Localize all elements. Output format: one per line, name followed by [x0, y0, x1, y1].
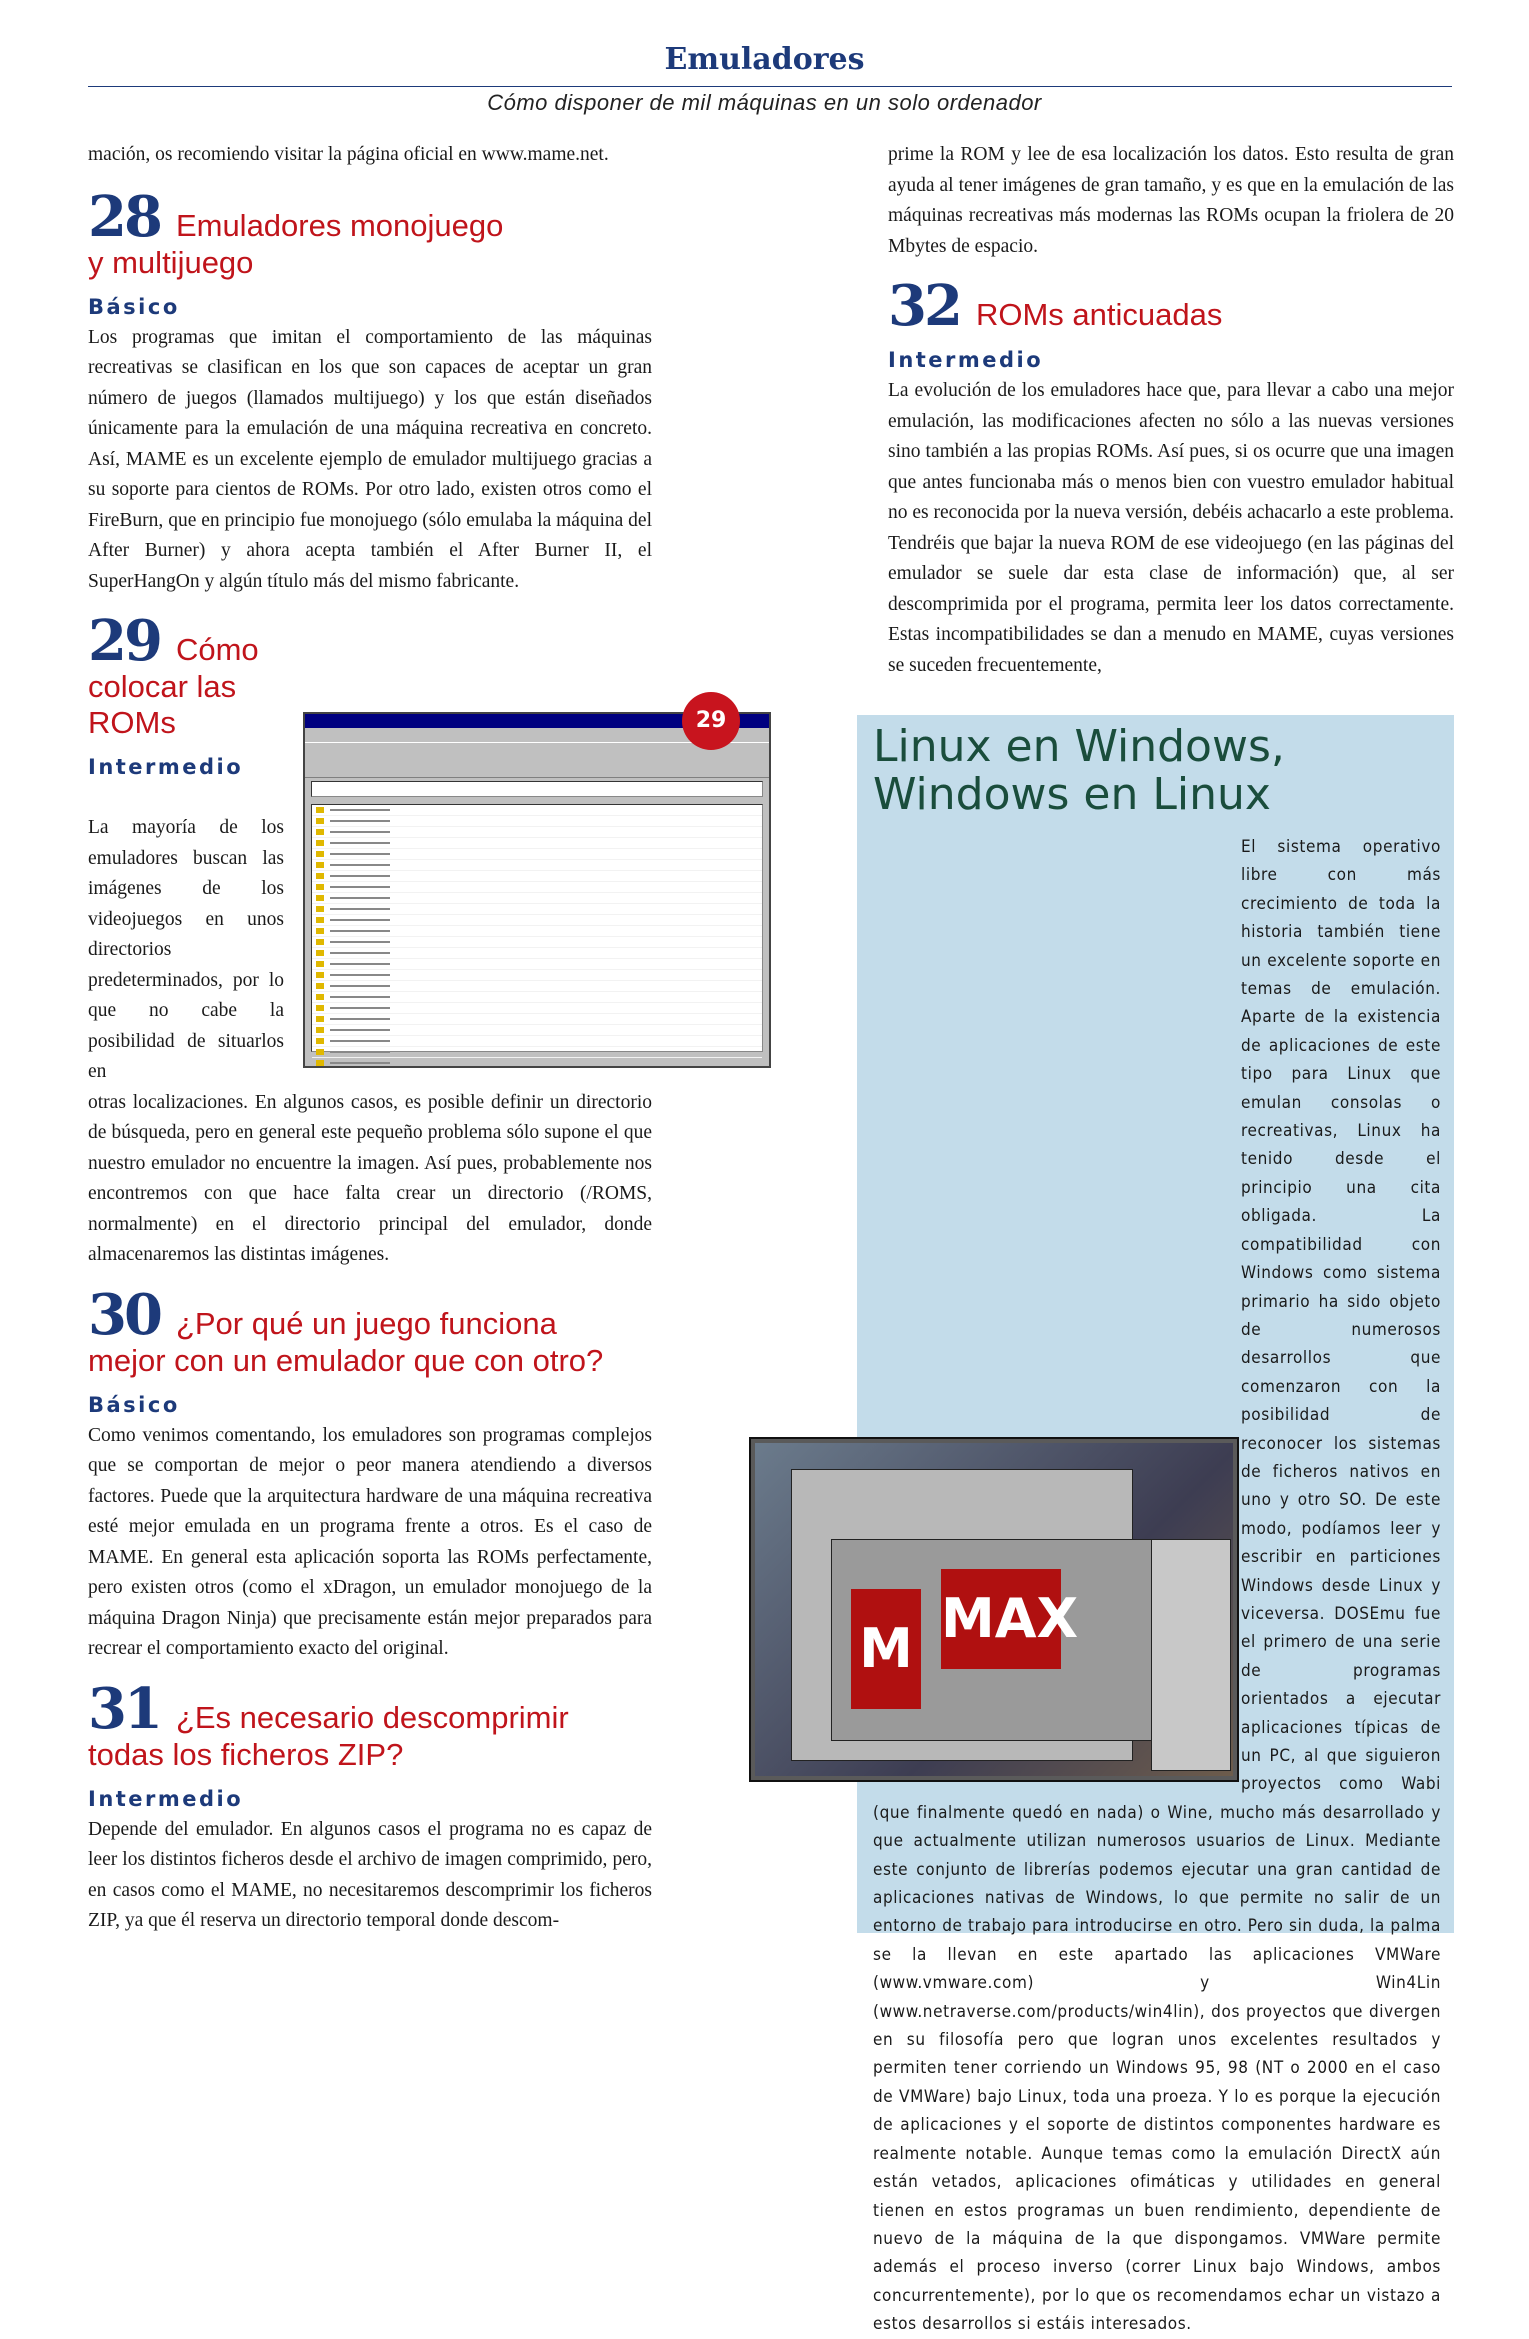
left-intro-text: mación, os recomiendo visitar la página oficial en www.mame.net.	[88, 144, 609, 165]
section-28-heading	[88, 183, 652, 250]
section-29-heading	[88, 608, 652, 674]
section-body: Como venimos comentando, los emuladores son programas complejos que se comportan de mejor o peor manera atendiendo a diversos factores. Puede que la arquitectura hardware de una máquina recreativa esté mejor emulada en un programa frente a otros. Es el caso de MAME. En general esta aplicación soporta las ROMs perfectamente, pero existen otros (como el xDragon, un emulador monojuego de la máquina Dragon Ninja) que precisamente están mejor preparados para recrear el comportamiento exacto del original.	[88, 1424, 652, 1659]
section-title: ¿Es necesario descomprimir	[175, 1699, 569, 1735]
section-title-cont: todas los ficheros ZIP?	[88, 1736, 404, 1772]
section-title-cont: colocar las	[88, 669, 237, 704]
section-28	[88, 183, 652, 598]
section-title-cont: ROMs	[88, 705, 176, 740]
section-32	[888, 273, 1454, 681]
level-label: Intermedio	[88, 755, 244, 779]
section-30-heading	[88, 1281, 652, 1348]
level-label: Intermedio	[88, 1786, 244, 1811]
section-body-narrow: La mayoría de los emuladores buscan las imágenes de los videojuegos en unos directorios predeterminados, por lo que no cabe la posibilidad de situarlos en	[88, 817, 284, 1082]
vmware-screenshot	[749, 1437, 1239, 1782]
section-number: 30	[88, 1281, 160, 1348]
running-header-subtitle: Cómo disponer de mil máquinas en un solo ordenador	[487, 90, 1042, 115]
section-32-heading	[888, 273, 1454, 339]
section-number: 32	[888, 273, 960, 339]
logo-image: M	[851, 1589, 921, 1709]
right-column	[888, 140, 1454, 681]
explorer-screenshot	[303, 712, 771, 1068]
right-intro-text: prime la ROM y lee de esa localización los datos. Esto resulta de gran ayuda al tener imágenes de gran tamaño, y es que en la emulación de las máquinas recreativas más modernas las ROMs ocupan la friolera de 20 Mbytes de espacio.	[888, 144, 1454, 257]
section-title: Emuladores monojuego	[175, 207, 504, 243]
figure-badge: 29	[682, 692, 740, 750]
logo-image: MAX	[941, 1569, 1061, 1669]
section-title: ROMs anticuadas	[975, 297, 1223, 332]
section-31-heading	[88, 1675, 652, 1742]
section-title: ¿Por qué un juego funciona	[175, 1305, 557, 1341]
level-label: Básico	[88, 1392, 180, 1417]
file-list	[311, 804, 763, 1052]
sidebar-body: El sistema operativo libre con más crecimiento de toda la historia también tiene un excelente soporte en temas de emulación. Aparte de la existencia de aplicaciones de este tipo para Linux que emulan consolas o recreativas, Linux ha tenido desde el principio una cita obligada. La compatibilidad con Windows como sistema primario ha sido objeto de numerosos desarrollos que comenzaron con la posibilidad de reconocer los sistemas de ficheros nativos en uno y otro SO. De este modo, podíamos leer y escribir en particiones Windows desde Linux y viceversa. DOSEmu fue el primero de una serie de programas orientados a ejecutar aplicaciones típicas de un PC, al que siguieron proyectos como Wabi (que finalmente quedó en nada) o Wine, mucho más desarrollado y que actualmente utilizan numerosos usuarios de Linux. Mediante este conjunto de librerías podemos ejecutar una gran cantidad de aplicaciones nativas de Windows, lo que permite no salir de un entorno de trabajo para introducirse en otro. Pero sin duda, la palma se la llevan en este apartado las aplicaciones VMWare (www.vmware.com) y Win4Lin (www.netraverse.com/products/win4lin), dos proyectos que divergen en su filosofía pero que logran unos excelentes resultados y permiten tener corriendo un Windows 95, 98 (NT o 2000 en el caso de VMWare) bajo Linux, toda una proeza. Y lo es porque la ejecución de aplicaciones y el soporte de distintos componentes hardware es realmente notable. Aunque temas como la emulación DirectX aún están vetados, aplicaciones ofimáticas y utilidades en general tienen en estos programas un buen rendimiento, dependiente de nuevo de la máquina de la que dispongamos. VMWare permite además el proceso inverso (correr Linux bajo Windows, ambos concurrentemente), por lo que os recomendamos echar un vistazo a estos desarrollos si estáis interesados.	[873, 837, 1441, 2335]
sidebar-title-line: Windows en Linux	[873, 769, 1271, 820]
section-title-cont: y multijuego	[88, 244, 254, 280]
address-bar	[311, 781, 763, 797]
section-body: Depende del emulador. En algunos casos el programa no es capaz de leer los distintos ficheros desde el archivo de imagen comprimido, pero, en casos como el MAME, no necesitaremos descomprimir los ficheros ZIP, ya que él reserva un directorio temporal donde descom-	[88, 1818, 652, 1931]
section-number: 29	[88, 608, 160, 674]
section-body: Los programas que imitan el comportamiento de las máquinas recreativas se clasifican en los que son capaces de aceptar un gran número de juegos (llamados multijuego) y los que están diseñados únicamente para la emulación de una máquina recreativa en concreto. Así, MAME es un excelente ejemplo de emulador multijuego gracias a su soporte para cientos de ROMs. Por otro lado, existen otros como el FireBurn, que en principio fue monojuego (sólo emulaba la máquina del After Burner) y ahora acepta también el After Burner II, el SuperHangOn y algún título más del mismo fabricante.	[88, 326, 652, 592]
section-body: La evolución de los emuladores hace que, para llevar a cabo una mejor emulación, las modificaciones afecten no sólo a las nuevas versiones sino también a las propias ROMs. Así pues, si os ocurre que una imagen que antes funcionaba más o menos bien con vuestro emulador habitual no es reconocida por la nueva versión, debéis achacarlo a este problema. Tendréis que bajar la nueva ROM de ese videojuego (en las páginas del emulador se suele dar esta clase de información) que, al ser descomprimida por el programa, permita leer los datos correctamente. Estas incompatibilidades se dan a menudo en MAME, cuyas versiones se suceden frecuentemente,	[888, 380, 1454, 676]
level-label: Intermedio	[888, 348, 1044, 372]
section-number: 28	[88, 183, 160, 250]
sidebar-title-line: Linux en Windows,	[873, 721, 1285, 772]
section-title-cont: mejor con un emulador que con otro?	[88, 1342, 604, 1378]
sidebar-title	[873, 723, 1433, 819]
section-body-wide: otras localizaciones. En algunos casos, es posible definir un directorio de búsqueda, pero en general este pequeño problema sólo supone el que nuestro emulador no encuentre la imagen. Así pues, probablemente nos encontremos con que hace falta crear un directorio (/ROMS, normalmente) en el directorio principal del emulador, donde almacenaremos las distintas imágenes.	[88, 1091, 652, 1265]
tool-panel	[1151, 1539, 1231, 1771]
running-header-title: Emuladores	[664, 42, 865, 77]
level-label: Básico	[88, 294, 180, 319]
section-31	[88, 1675, 652, 1937]
section-30	[88, 1281, 652, 1665]
header-rule	[88, 86, 1452, 87]
section-number: 31	[88, 1675, 160, 1742]
section-title: Cómo	[175, 632, 259, 667]
